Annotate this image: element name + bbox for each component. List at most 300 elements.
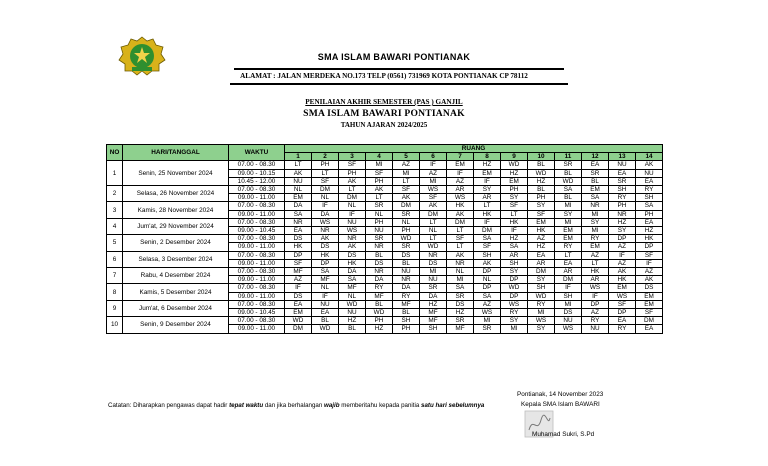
supervisor-code-cell: PH bbox=[312, 161, 339, 169]
supervisor-code-cell: HK bbox=[528, 227, 555, 235]
supervisor-code-cell: NU bbox=[582, 325, 609, 333]
row-number: 8 bbox=[107, 284, 123, 300]
supervisor-code-cell: DM bbox=[393, 202, 420, 210]
supervisor-code-cell: HZ bbox=[501, 169, 528, 177]
day-date-cell: Kamis, 28 November 2024 bbox=[123, 202, 229, 218]
supervisor-code-cell: MF bbox=[393, 300, 420, 308]
supervisor-code-cell: NR bbox=[366, 268, 393, 276]
supervisor-code-cell: WS bbox=[501, 300, 528, 308]
supervisor-code-cell: EM bbox=[636, 300, 663, 308]
supervisor-code-cell: AZ bbox=[420, 169, 447, 177]
supervisor-code-cell: MI bbox=[582, 210, 609, 218]
supervisor-code-cell: SH bbox=[609, 186, 636, 194]
supervisor-code-cell: PH bbox=[636, 210, 663, 218]
supervisor-code-cell: DP bbox=[501, 276, 528, 284]
supervisor-code-cell: WD bbox=[501, 161, 528, 169]
supervisor-code-cell: SF bbox=[636, 251, 663, 259]
supervisor-code-cell: AK bbox=[609, 268, 636, 276]
supervisor-code-cell: HZ bbox=[447, 309, 474, 317]
supervisor-code-cell: AK bbox=[474, 259, 501, 267]
time-cell: 07.00 - 08.30 bbox=[229, 317, 285, 325]
header-day-date: HARI/TANGGAL bbox=[123, 145, 229, 161]
supervisor-code-cell: HK bbox=[312, 251, 339, 259]
supervisor-code-cell: AZ bbox=[474, 300, 501, 308]
supervisor-code-cell: LT bbox=[393, 177, 420, 185]
supervisor-code-cell: LT bbox=[501, 210, 528, 218]
school-name-header: SMA ISLAM BAWARI PONTIANAK bbox=[317, 52, 471, 62]
day-date-cell: Jum'at, 6 Desember 2024 bbox=[123, 300, 229, 316]
time-cell: 09.00 - 11.00 bbox=[229, 292, 285, 300]
supervisor-code-cell: SR bbox=[393, 210, 420, 218]
supervisor-code-cell: EM bbox=[582, 186, 609, 194]
supervisor-code-cell: SY bbox=[501, 268, 528, 276]
supervisor-code-cell: HZ bbox=[366, 325, 393, 333]
supervisor-code-cell: AR bbox=[501, 251, 528, 259]
supervisor-code-cell: EM bbox=[285, 194, 312, 202]
supervisor-code-cell: DA bbox=[312, 210, 339, 218]
supervisor-code-cell: WS bbox=[339, 227, 366, 235]
room-number: 11 bbox=[555, 153, 582, 161]
row-number: 5 bbox=[107, 235, 123, 251]
supervisor-code-cell: SA bbox=[474, 292, 501, 300]
supervisor-code-cell: NL bbox=[366, 210, 393, 218]
time-cell: 07.00 - 08.30 bbox=[229, 268, 285, 276]
time-cell: 07.00 - 08.30 bbox=[229, 186, 285, 194]
supervisor-code-cell: EM bbox=[528, 218, 555, 226]
time-cell: 07.00 - 08.30 bbox=[229, 235, 285, 243]
supervisor-code-cell: SH bbox=[555, 292, 582, 300]
supervisor-code-cell: WS bbox=[582, 284, 609, 292]
supervisor-code-cell: BL bbox=[555, 194, 582, 202]
supervisor-code-cell: SA bbox=[501, 243, 528, 251]
supervisor-code-cell: NR bbox=[285, 218, 312, 226]
supervisor-code-cell: IF bbox=[501, 227, 528, 235]
supervisor-code-cell: DM bbox=[420, 210, 447, 218]
supervisor-code-cell: DM bbox=[312, 186, 339, 194]
supervisor-code-cell: MI bbox=[555, 300, 582, 308]
supervisor-code-cell: MI bbox=[420, 268, 447, 276]
note-emphasis: wajib bbox=[324, 402, 340, 409]
time-cell: 10.45 - 12.00 bbox=[229, 177, 285, 185]
time-cell: 07.00 - 08.30 bbox=[229, 300, 285, 308]
room-number: 9 bbox=[501, 153, 528, 161]
supervisor-code-cell: WD bbox=[420, 243, 447, 251]
school-address: ALAMAT : JALAN MERDEKA NO.173 TELP (0561) 731969 KOTA PONTIANAK CP 78112 bbox=[240, 72, 528, 80]
supervisor-code-cell: IF bbox=[474, 177, 501, 185]
supervisor-code-cell: SY bbox=[528, 276, 555, 284]
supervisor-code-cell: SF bbox=[312, 177, 339, 185]
supervisor-code-cell: NR bbox=[609, 210, 636, 218]
supervisor-code-cell: AK bbox=[447, 251, 474, 259]
supervisor-code-cell: LT bbox=[555, 251, 582, 259]
supervisor-code-cell: SH bbox=[501, 259, 528, 267]
supervisor-code-cell: LT bbox=[339, 186, 366, 194]
supervisor-code-cell: MI bbox=[555, 202, 582, 210]
supervisor-code-cell: HZ bbox=[528, 177, 555, 185]
row-number: 10 bbox=[107, 317, 123, 333]
supervisor-code-cell: EA bbox=[528, 251, 555, 259]
supervisor-code-cell: RY bbox=[501, 309, 528, 317]
supervisor-code-cell: AK bbox=[447, 210, 474, 218]
room-number: 4 bbox=[366, 153, 393, 161]
supervisor-code-cell: LT bbox=[582, 259, 609, 267]
supervisor-code-cell: RY bbox=[582, 235, 609, 243]
supervisor-code-cell: NU bbox=[636, 169, 663, 177]
supervisor-code-cell: AK bbox=[393, 194, 420, 202]
supervisor-code-cell: LT bbox=[447, 227, 474, 235]
supervisor-code-cell: MF bbox=[447, 325, 474, 333]
time-cell: 09.00 - 11.00 bbox=[229, 259, 285, 267]
supervisor-code-cell: HZ bbox=[474, 161, 501, 169]
room-number: 6 bbox=[420, 153, 447, 161]
supervisor-code-cell: NL bbox=[285, 186, 312, 194]
table-row bbox=[107, 251, 663, 259]
supervisor-code-cell: WD bbox=[285, 317, 312, 325]
supervisor-code-cell: IF bbox=[447, 169, 474, 177]
time-cell: 07.00 - 08.30 bbox=[229, 161, 285, 169]
supervisor-code-cell: RY bbox=[609, 194, 636, 202]
supervisor-code-cell: SA bbox=[555, 186, 582, 194]
header-rule-bottom bbox=[230, 83, 568, 85]
supervisor-code-cell: NR bbox=[393, 276, 420, 284]
supervisor-code-cell: PH bbox=[366, 218, 393, 226]
supervisor-code-cell: IF bbox=[555, 284, 582, 292]
supervisor-code-cell: DP bbox=[474, 268, 501, 276]
school-title: SMA ISLAM BAWARI PONTIANAK bbox=[303, 108, 465, 119]
supervisor-code-cell: NL bbox=[474, 276, 501, 284]
supervisor-code-cell: SR bbox=[609, 177, 636, 185]
supervisor-code-cell: RY bbox=[609, 325, 636, 333]
supervisor-code-cell: NU bbox=[555, 317, 582, 325]
supervisor-code-cell: NU bbox=[339, 218, 366, 226]
supervisor-code-cell: HK bbox=[447, 202, 474, 210]
supervisor-code-cell: DS bbox=[312, 243, 339, 251]
day-date-cell: Kamis, 5 Desember 2024 bbox=[123, 284, 229, 300]
time-cell: 07.00 - 08.30 bbox=[229, 218, 285, 226]
supervisor-code-cell: EA bbox=[312, 309, 339, 317]
supervisor-code-cell: DP bbox=[312, 259, 339, 267]
supervisor-code-cell: SR bbox=[420, 284, 447, 292]
supervisor-code-cell: BL bbox=[366, 251, 393, 259]
supervisor-code-cell: DA bbox=[366, 276, 393, 284]
row-number: 6 bbox=[107, 251, 123, 267]
supervisor-code-cell: NR bbox=[582, 202, 609, 210]
supervisor-code-cell: MI bbox=[420, 177, 447, 185]
supervisor-code-cell: PH bbox=[339, 169, 366, 177]
supervisor-code-cell: NL bbox=[312, 194, 339, 202]
supervisor-code-cell: SA bbox=[285, 210, 312, 218]
supervisor-code-cell: NL bbox=[312, 284, 339, 292]
supervisor-code-cell: HZ bbox=[339, 317, 366, 325]
supervision-schedule-table bbox=[106, 144, 663, 334]
supervisor-code-cell: IF bbox=[312, 202, 339, 210]
supervisor-code-cell: IF bbox=[474, 218, 501, 226]
supervisor-code-cell: NR bbox=[312, 227, 339, 235]
header-time: WAKTU bbox=[229, 145, 285, 161]
supervisor-code-cell: NL bbox=[393, 218, 420, 226]
supervisor-code-cell: SF bbox=[420, 194, 447, 202]
supervisor-code-cell: NL bbox=[339, 202, 366, 210]
room-number: 14 bbox=[636, 153, 663, 161]
supervisor-code-cell: HK bbox=[636, 235, 663, 243]
supervisor-code-cell: LT bbox=[420, 218, 447, 226]
time-cell: 09.00 - 11.00 bbox=[229, 210, 285, 218]
supervisor-code-cell: SH bbox=[393, 317, 420, 325]
supervisor-code-cell: PH bbox=[393, 227, 420, 235]
room-number: 7 bbox=[447, 153, 474, 161]
time-cell: 09.00 - 10.45 bbox=[229, 309, 285, 317]
room-number: 5 bbox=[393, 153, 420, 161]
supervisor-code-cell: DP bbox=[474, 284, 501, 292]
supervisor-code-cell: SH bbox=[474, 251, 501, 259]
table-row bbox=[107, 300, 663, 308]
supervisor-code-cell: HZ bbox=[501, 235, 528, 243]
row-number: 1 bbox=[107, 161, 123, 186]
supervisor-code-cell: RY bbox=[393, 292, 420, 300]
supervisor-code-cell: WS bbox=[447, 194, 474, 202]
supervisor-code-cell: BL bbox=[393, 309, 420, 317]
supervisor-code-cell: AR bbox=[474, 194, 501, 202]
supervisor-code-cell: PH bbox=[501, 186, 528, 194]
supervisor-code-cell: DS bbox=[447, 300, 474, 308]
supervisor-code-cell: HK bbox=[501, 218, 528, 226]
supervisor-code-cell: LT bbox=[420, 235, 447, 243]
supervisor-code-cell: SF bbox=[636, 309, 663, 317]
supervisor-code-cell: AK bbox=[285, 169, 312, 177]
supervisor-code-cell: SH bbox=[528, 284, 555, 292]
supervisor-code-cell: BL bbox=[312, 317, 339, 325]
supervisor-code-cell: DS bbox=[285, 235, 312, 243]
supervisor-code-cell: AK bbox=[366, 186, 393, 194]
supervisor-code-cell: WD bbox=[555, 177, 582, 185]
supervisor-code-cell: SR bbox=[447, 292, 474, 300]
supervisor-code-cell: DM bbox=[447, 218, 474, 226]
supervisor-code-cell: MI bbox=[528, 309, 555, 317]
supervisor-code-cell: AZ bbox=[609, 243, 636, 251]
principal-name: Muhamad Sukri, S.Pd bbox=[532, 431, 595, 438]
supervisor-code-cell: AR bbox=[555, 268, 582, 276]
day-date-cell: Senin, 25 November 2024 bbox=[123, 161, 229, 186]
time-cell: 09.00 - 11.00 bbox=[229, 325, 285, 333]
supervisor-code-cell: SY bbox=[501, 194, 528, 202]
supervisor-code-cell: SA bbox=[312, 268, 339, 276]
supervisor-code-cell: WS bbox=[555, 325, 582, 333]
supervisor-code-cell: SY bbox=[528, 325, 555, 333]
supervisor-code-cell: MI bbox=[366, 161, 393, 169]
supervisor-code-cell: DS bbox=[636, 284, 663, 292]
supervisor-code-cell: SA bbox=[636, 202, 663, 210]
supervisor-code-cell: HK bbox=[582, 268, 609, 276]
supervisor-code-cell: AK bbox=[636, 161, 663, 169]
supervisor-code-cell: AZ bbox=[582, 309, 609, 317]
supervisor-code-cell: EM bbox=[501, 177, 528, 185]
supervisor-code-cell: PH bbox=[528, 194, 555, 202]
supervisor-code-cell: SF bbox=[609, 300, 636, 308]
supervisor-code-cell: BL bbox=[393, 259, 420, 267]
supervisor-code-cell: DM bbox=[474, 227, 501, 235]
time-cell: 07.00 - 08.30 bbox=[229, 202, 285, 210]
supervisor-code-cell: EA bbox=[636, 177, 663, 185]
supervisor-code-cell: LT bbox=[285, 161, 312, 169]
supervisor-code-cell: RY bbox=[366, 284, 393, 292]
supervisor-code-cell: IF bbox=[609, 251, 636, 259]
supervisor-code-cell: DP bbox=[501, 292, 528, 300]
supervisor-code-cell: AK bbox=[636, 276, 663, 284]
supervisor-code-cell: NL bbox=[420, 227, 447, 235]
supervisor-code-cell: SF bbox=[501, 202, 528, 210]
supervisor-code-cell: NU bbox=[420, 276, 447, 284]
supervisor-code-cell: DM bbox=[528, 268, 555, 276]
supervisor-code-cell: DP bbox=[285, 251, 312, 259]
day-date-cell: Selasa, 3 Desember 2024 bbox=[123, 251, 229, 267]
supervisor-code-cell: HK bbox=[609, 276, 636, 284]
supervisor-code-cell: MF bbox=[420, 317, 447, 325]
supervisor-code-cell: WS bbox=[474, 309, 501, 317]
supervisor-code-cell: LT bbox=[312, 169, 339, 177]
supervisor-code-cell: DS bbox=[420, 259, 447, 267]
supervisor-code-cell: EA bbox=[609, 169, 636, 177]
supervisor-code-cell: HZ bbox=[528, 243, 555, 251]
supervisor-code-cell: IF bbox=[339, 210, 366, 218]
supervisor-code-cell: DP bbox=[609, 309, 636, 317]
supervisor-code-cell: EA bbox=[285, 227, 312, 235]
supervisor-code-cell: BL bbox=[339, 325, 366, 333]
supervisor-code-cell: WD bbox=[528, 292, 555, 300]
room-number: 10 bbox=[528, 153, 555, 161]
table-row bbox=[107, 161, 663, 169]
day-date-cell: Selasa, 26 November 2024 bbox=[123, 186, 229, 202]
supervisor-code-cell: DP bbox=[636, 243, 663, 251]
supervisor-code-cell: SY bbox=[528, 202, 555, 210]
supervisor-code-cell: EM bbox=[582, 243, 609, 251]
supervisor-code-cell: IF bbox=[420, 161, 447, 169]
supervisor-code-cell: NL bbox=[447, 268, 474, 276]
supervisor-code-cell: DM bbox=[636, 317, 663, 325]
supervisor-code-cell: EM bbox=[636, 292, 663, 300]
day-date-cell: Senin, 9 Desember 2024 bbox=[123, 317, 229, 333]
supervisor-code-cell: SY bbox=[501, 317, 528, 325]
supervisor-code-cell: DM bbox=[555, 276, 582, 284]
supervisor-code-cell: RY bbox=[582, 317, 609, 325]
supervisor-code-cell: BL bbox=[555, 169, 582, 177]
supervisor-code-cell: SR bbox=[366, 235, 393, 243]
supervisor-code-cell: LT bbox=[474, 202, 501, 210]
header-no: NO bbox=[107, 145, 123, 161]
supervisor-code-cell: AK bbox=[312, 235, 339, 243]
supervisor-code-cell: DP bbox=[609, 235, 636, 243]
supervisor-code-cell: EM bbox=[609, 284, 636, 292]
supervisor-code-cell: DS bbox=[285, 292, 312, 300]
supervisor-code-cell: MF bbox=[339, 284, 366, 292]
supervisor-code-cell: DP bbox=[582, 300, 609, 308]
supervisor-code-cell: MI bbox=[447, 276, 474, 284]
supervisor-code-cell: AR bbox=[582, 276, 609, 284]
supervisor-code-cell: MF bbox=[312, 276, 339, 284]
row-number: 4 bbox=[107, 218, 123, 234]
supervisor-code-cell: IF bbox=[636, 259, 663, 267]
supervisor-code-cell: SH bbox=[420, 325, 447, 333]
supervisor-code-cell: IF bbox=[312, 292, 339, 300]
supervisor-code-cell: BL bbox=[528, 161, 555, 169]
table-row bbox=[107, 268, 663, 276]
supervisor-code-cell: EM bbox=[555, 227, 582, 235]
room-number: 3 bbox=[339, 153, 366, 161]
supervisor-code-cell: NR bbox=[339, 235, 366, 243]
supervisor-code-cell: PH bbox=[609, 202, 636, 210]
supervisor-code-cell: HK bbox=[474, 210, 501, 218]
supervisor-code-cell: SY bbox=[609, 227, 636, 235]
supervisor-code-cell: DA bbox=[420, 292, 447, 300]
supervisor-code-cell: AZ bbox=[447, 177, 474, 185]
day-date-cell: Senin, 2 Desember 2024 bbox=[123, 235, 229, 251]
row-number: 9 bbox=[107, 300, 123, 316]
note-text: memberitahu kepada panitia bbox=[339, 402, 422, 409]
supervisor-code-cell: SR bbox=[447, 317, 474, 325]
supervisor-code-cell: AZ bbox=[393, 161, 420, 169]
time-cell: 09.00 - 11.00 bbox=[229, 243, 285, 251]
supervisor-code-cell: BL bbox=[366, 300, 393, 308]
table-row bbox=[107, 202, 663, 210]
header-room: RUANG bbox=[285, 145, 663, 153]
supervisor-code-cell: PH bbox=[366, 317, 393, 325]
supervisor-code-cell: BL bbox=[582, 177, 609, 185]
supervisor-code-cell: NU bbox=[366, 227, 393, 235]
time-cell: 07.00 - 08.30 bbox=[229, 284, 285, 292]
supervisor-code-cell: DA bbox=[339, 268, 366, 276]
supervisor-code-cell: MI bbox=[582, 227, 609, 235]
table-row bbox=[107, 235, 663, 243]
supervisor-code-cell: MF bbox=[366, 292, 393, 300]
supervisor-code-cell: MI bbox=[393, 169, 420, 177]
supervisor-code-cell: EA bbox=[636, 325, 663, 333]
supervisor-code-cell: SY bbox=[555, 210, 582, 218]
room-number: 8 bbox=[474, 153, 501, 161]
supervisor-code-cell: MF bbox=[420, 309, 447, 317]
supervisor-code-cell: MF bbox=[285, 268, 312, 276]
supervisor-code-cell: DS bbox=[366, 259, 393, 267]
supervisor-code-cell: NU bbox=[285, 177, 312, 185]
note-text: Catatan: Diharapkan pengawas dapat hadir bbox=[108, 402, 230, 409]
supervisor-code-cell: NU bbox=[609, 161, 636, 169]
time-cell: 09.00 - 10.45 bbox=[229, 227, 285, 235]
supervisor-code-cell: SA bbox=[447, 284, 474, 292]
supervisor-code-cell: WD bbox=[393, 235, 420, 243]
footer-note bbox=[108, 401, 528, 410]
supervisor-code-cell: WD bbox=[339, 300, 366, 308]
supervisor-code-cell: MI bbox=[501, 325, 528, 333]
time-cell: 09.00 - 11.00 bbox=[229, 276, 285, 284]
supervisor-code-cell: AZ bbox=[609, 259, 636, 267]
supervisor-code-cell: EA bbox=[582, 161, 609, 169]
supervisor-code-cell: RY bbox=[636, 186, 663, 194]
supervisor-code-cell: NR bbox=[366, 243, 393, 251]
day-date-cell: Jum'at, 29 November 2024 bbox=[123, 218, 229, 234]
note-text: dan jika berhalangan bbox=[263, 402, 325, 409]
supervisor-code-cell: WS bbox=[312, 218, 339, 226]
table-row bbox=[107, 317, 663, 325]
supervisor-code-cell: AK bbox=[339, 243, 366, 251]
row-number: 3 bbox=[107, 202, 123, 218]
supervisor-code-cell: EM bbox=[474, 169, 501, 177]
supervisor-code-cell: SF bbox=[528, 210, 555, 218]
supervisor-code-cell: SR bbox=[555, 161, 582, 169]
supervisor-code-cell: WS bbox=[420, 186, 447, 194]
supervisor-code-cell: EA bbox=[636, 218, 663, 226]
supervisor-code-cell: HZ bbox=[420, 300, 447, 308]
supervisor-code-cell: DM bbox=[285, 325, 312, 333]
supervisor-code-cell: SR bbox=[366, 202, 393, 210]
room-number: 13 bbox=[609, 153, 636, 161]
